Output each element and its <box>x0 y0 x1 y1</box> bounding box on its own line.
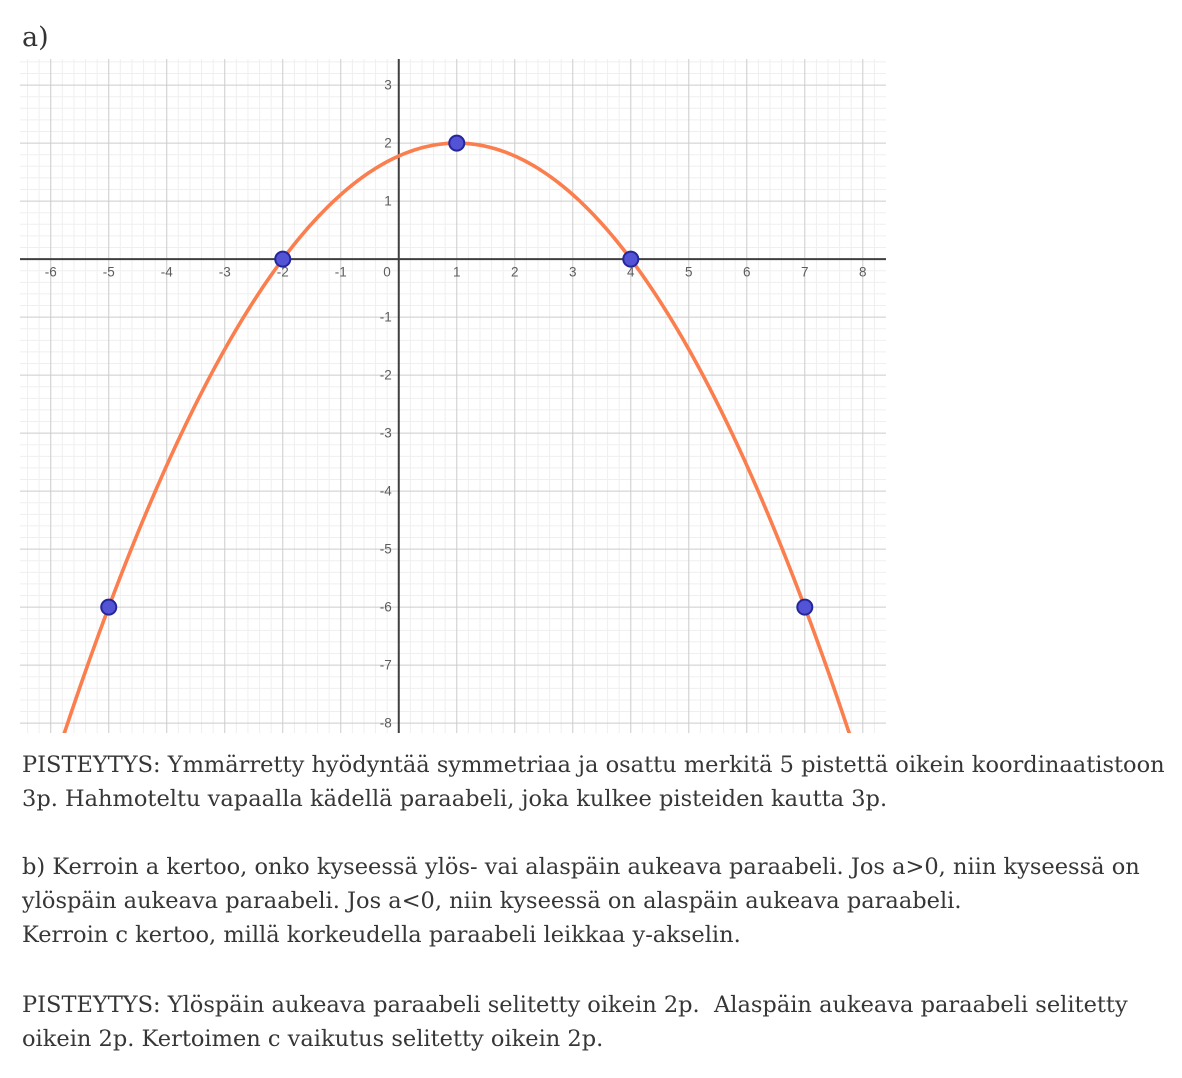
paragraph-line: 3p. Hahmoteltu vapaalla kädellä paraabeli, joka kulkee pisteiden kautta 3p. <box>22 786 888 812</box>
x-tick-label: 8 <box>859 264 867 280</box>
x-tick-label: -6 <box>44 264 57 280</box>
data-point <box>101 600 116 615</box>
scoring-paragraph-a <box>22 748 1177 816</box>
y-tick-label: 2 <box>384 135 392 151</box>
scoring-paragraph-b <box>22 988 1177 1056</box>
y-tick-label: -5 <box>379 541 392 557</box>
paragraph-line: Kerroin c kertoo, millä korkeudella paraabeli leikkaa y-akselin. <box>22 922 741 948</box>
x-tick-label: -5 <box>102 264 115 280</box>
grid-minor <box>20 59 886 733</box>
paragraph-line: PISTEYTYS: Ymmärretty hyödyntää symmetriaa ja osattu merkitä 5 pistettä oikein koordinaatistoon <box>22 752 1165 778</box>
x-tick-label: 5 <box>685 264 693 280</box>
y-tick-label: 1 <box>384 193 392 209</box>
parabola-chart <box>20 59 886 733</box>
y-tick-label: -2 <box>379 367 392 383</box>
part-b-paragraph <box>22 850 1177 952</box>
x-tick-label: -2 <box>276 264 289 280</box>
coordinate-plane <box>20 59 886 733</box>
x-tick-label: 3 <box>569 264 577 280</box>
paragraph-line: PISTEYTYS: Ylöspäin aukeava paraabeli selitetty oikein 2p. Alaspäin aukeava paraabeli selitetty <box>22 992 1128 1018</box>
data-point <box>449 136 464 151</box>
paragraph-line: b) Kerroin a kertoo, onko kyseessä ylös- vai alaspäin aukeava paraabeli. Jos a>0, niin kyseessä on <box>22 854 1140 880</box>
axis-tick-labels <box>45 78 867 731</box>
x-tick-label: 6 <box>743 264 751 280</box>
y-tick-label: 3 <box>384 77 392 93</box>
parabola-curve <box>20 143 885 733</box>
x-tick-label: 1 <box>453 264 461 280</box>
paragraph-line: ylöspäin aukeava paraabeli. Jos a<0, niin kyseessä on alaspäin aukeava paraabeli. <box>22 888 962 914</box>
y-tick-label: -4 <box>379 483 392 499</box>
x-tick-label: -3 <box>218 264 231 280</box>
paragraph-line: oikein 2p. Kertoimen c vaikutus selitetty oikein 2p. <box>22 1026 604 1052</box>
x-tick-label: 7 <box>801 264 809 280</box>
data-point <box>797 600 812 615</box>
part-a-label: a) <box>22 22 49 53</box>
x-tick-label: -4 <box>160 264 173 280</box>
y-tick-label: -6 <box>379 599 392 615</box>
x-tick-label: 0 <box>383 264 391 280</box>
y-tick-label: -1 <box>379 309 392 325</box>
y-tick-label: -8 <box>379 715 392 731</box>
y-tick-label: -7 <box>379 657 392 673</box>
grid-major <box>20 59 886 733</box>
y-tick-label: -3 <box>379 425 392 441</box>
x-tick-label: 4 <box>627 264 635 280</box>
x-tick-label: -1 <box>334 264 347 280</box>
x-tick-label: 2 <box>511 264 519 280</box>
